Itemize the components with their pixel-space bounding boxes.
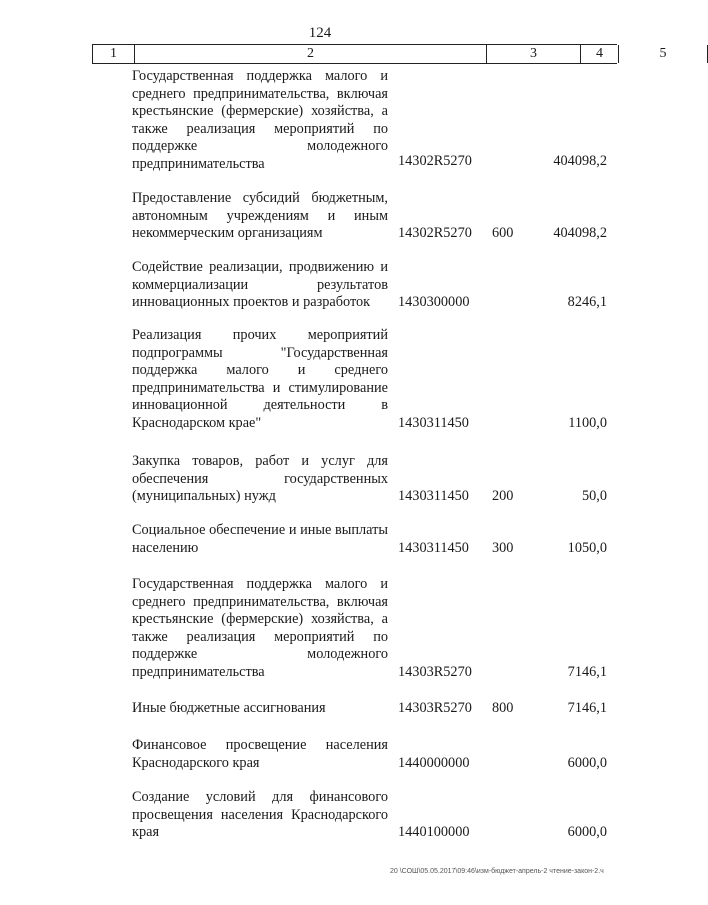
row-description: Государственная поддержка малого и среднего предпринимательства, включая крестьянские (фермерские) хозяйства, а также реализация мероприятий по поддержке молодежного предпринимательства: [132, 576, 388, 680]
row-code: 1440000000: [398, 755, 470, 771]
row-amount: 6000,0: [567, 824, 607, 840]
page-number: 124: [308, 25, 332, 41]
row-description: Предоставление субсидий бюджетным, автономным учреждениям и иным некоммерческим организациям: [132, 190, 388, 242]
header-col-3: 3: [486, 45, 580, 63]
header-col-4: 4: [580, 45, 618, 63]
row-code: 1430300000: [398, 294, 470, 310]
row-code: 14303R5270: [398, 664, 472, 680]
table-header: [92, 44, 667, 64]
row-amount: 50,0: [581, 488, 607, 504]
row-amount: 1100,0: [568, 415, 607, 431]
row-amount: 7146,1: [567, 664, 607, 680]
document-footer: 20 \СОШ\05.05.2017\09:46\изм-бюджет-апрель-2 чтение-закон-2.ч: [390, 868, 604, 875]
row-amount: 7146,1: [567, 700, 607, 716]
row-amount: 1050,0: [567, 540, 607, 556]
row-expense-type: 600: [492, 225, 514, 241]
row-code: 1440100000: [398, 824, 470, 840]
row-code: 14302R5270: [398, 225, 472, 241]
row-code: 1430311450: [398, 415, 469, 431]
row-code: 14302R5270: [398, 153, 472, 169]
row-description: Иные бюджетные ассигнования: [132, 700, 326, 716]
row-description: Государственная поддержка малого и среднего предпринимательства, включая крестьянские (фермерские) хозяйства, а также реализация мероприятий по поддержке молодежного предпринимательства: [132, 68, 388, 172]
row-expense-type: 200: [492, 488, 514, 504]
row-code: 14303R5270: [398, 700, 472, 716]
row-code: 1430311450: [398, 488, 469, 504]
row-expense-type: 800: [492, 700, 514, 716]
row-description: Создание условий для финансового просвещения населения Краснодарского края: [132, 789, 388, 841]
row-description: Содействие реализации, продвижению и коммерциализации результатов инновационных проектов и разработок: [132, 259, 388, 311]
header-col-5: 5: [618, 45, 708, 63]
row-expense-type: 300: [492, 540, 514, 556]
row-amount: 404098,2: [553, 225, 607, 241]
row-amount: 404098,2: [553, 153, 607, 169]
row-description: Закупка товаров, работ и услуг для обеспечения государственных (муниципальных) нужд: [132, 453, 388, 505]
header-col-2: 2: [134, 45, 486, 63]
row-description: Реализация прочих мероприятий подпрограммы "Государственная поддержка малого и среднего предпринимательства и стимулирование инновационной деятельности в Краснодарском крае": [132, 327, 388, 431]
row-amount: 6000,0: [567, 755, 607, 771]
header-col-1: 1: [92, 45, 134, 63]
row-description: Социальное обеспечение и иные выплаты населению: [132, 522, 388, 556]
row-code: 1430311450: [398, 540, 469, 556]
row-description: Финансовое просвещение населения Краснодарского края: [132, 737, 388, 771]
row-amount: 8246,1: [567, 294, 607, 310]
